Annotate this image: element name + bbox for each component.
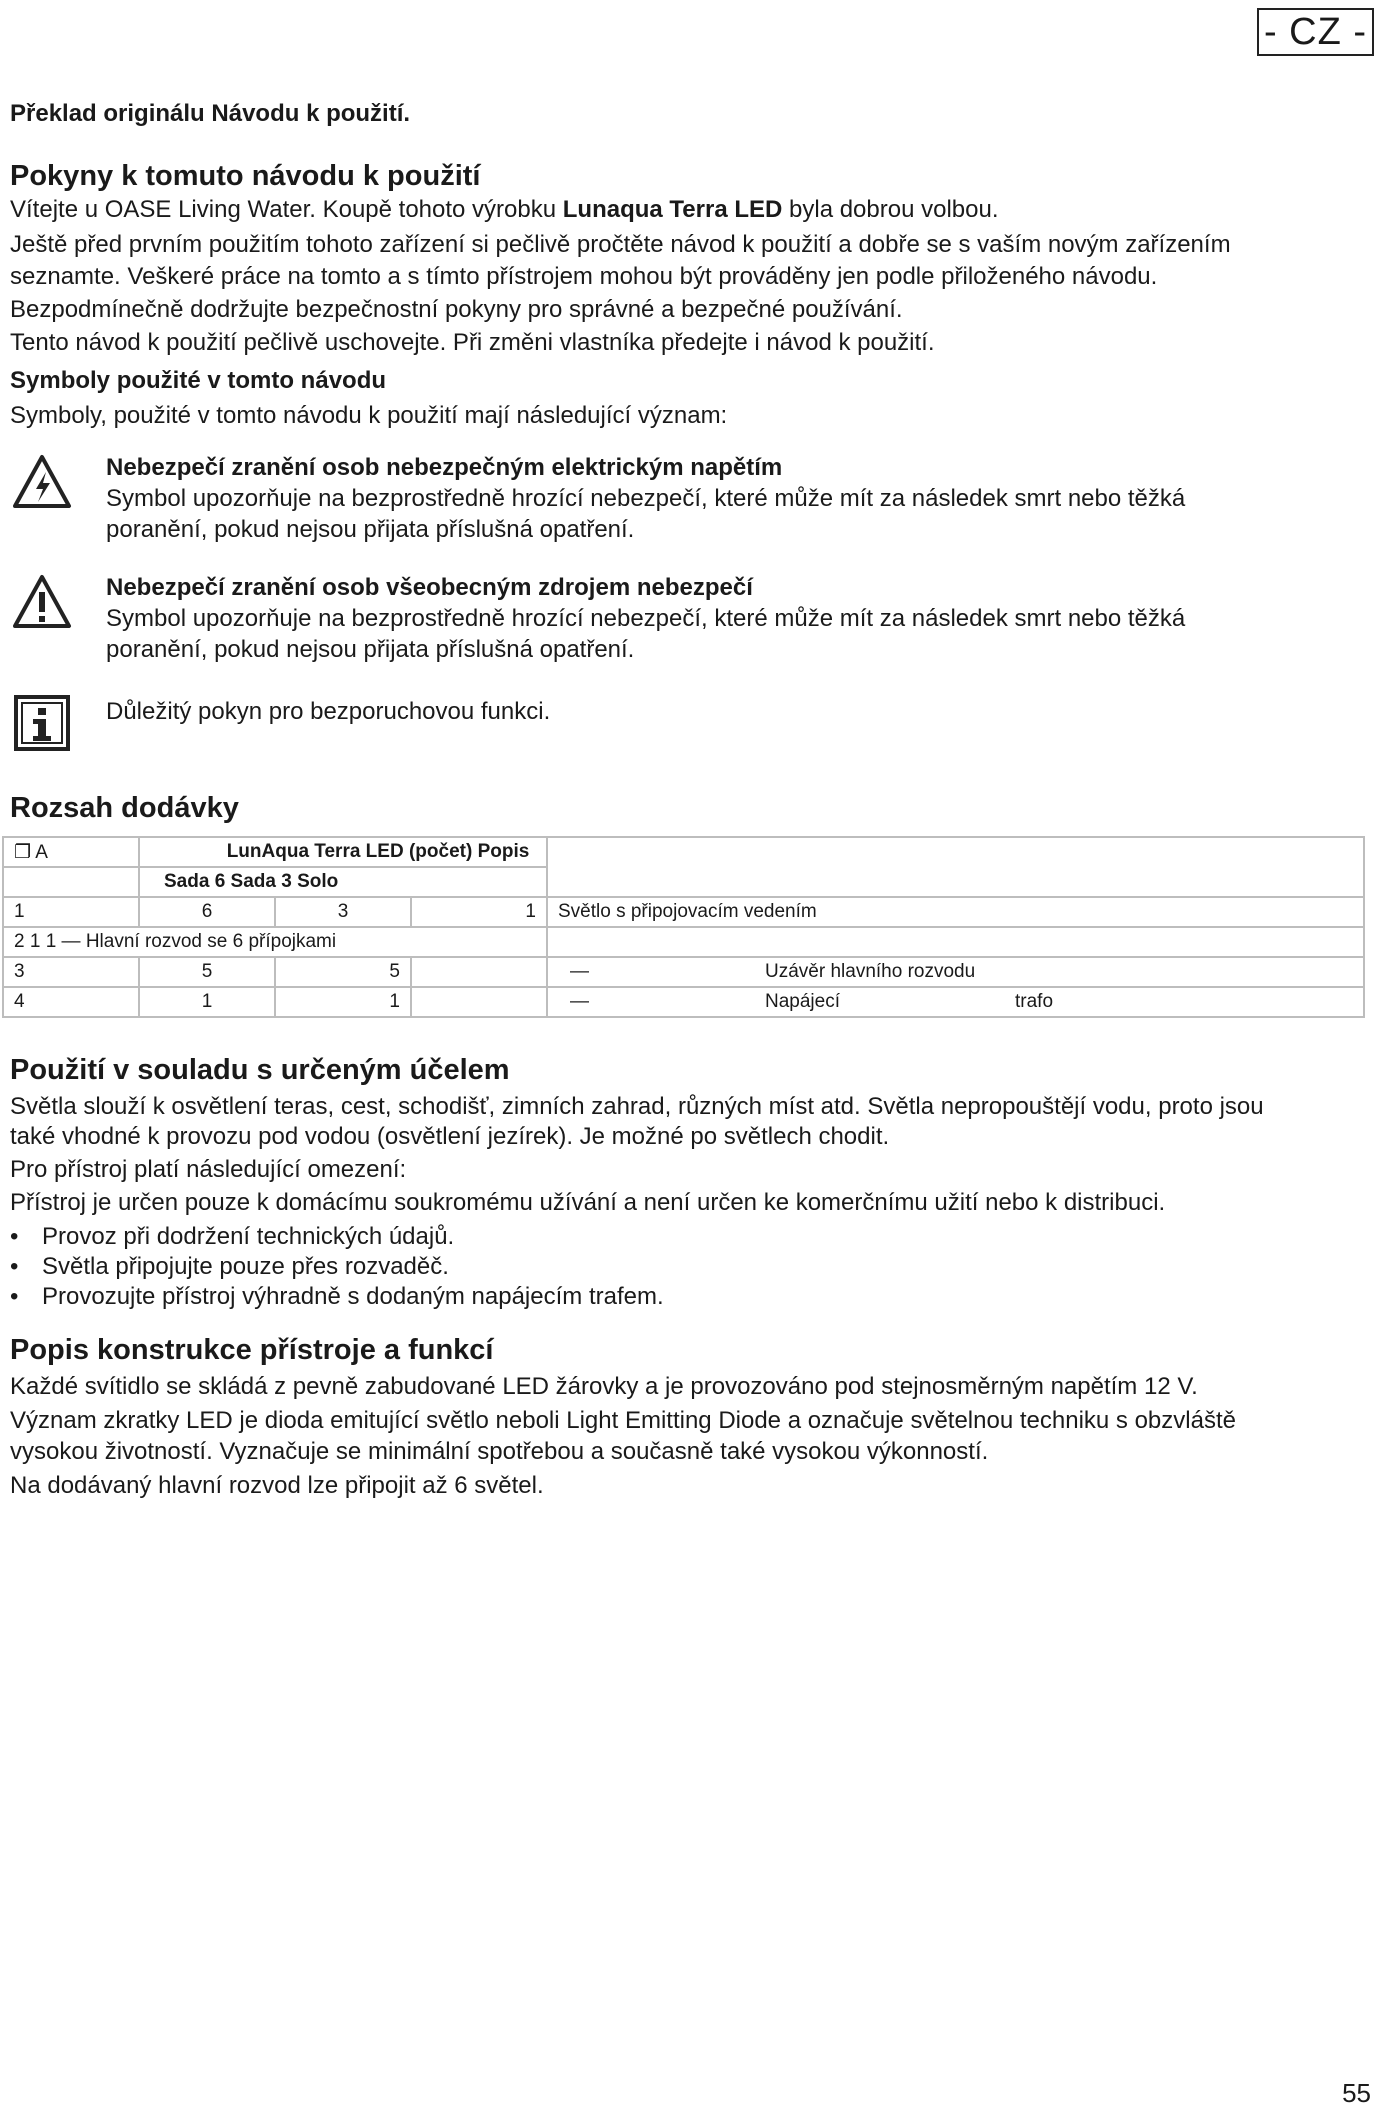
description-line-2: Význam zkratky LED je dioda emitující světlo neboli Light Emitting Diode a označuje světelnou techniku s obzvláště (10, 1407, 1236, 1434)
bullet-dot: • (10, 1223, 19, 1250)
row-description-empty (547, 927, 1364, 957)
symbol-general-text (106, 572, 1346, 665)
list-item (10, 1280, 664, 1313)
row-desc-text: Uzávěr hlavního rozvodu (765, 961, 976, 982)
list-item (10, 1220, 454, 1253)
welcome-text-b: byla dobrou volbou. (782, 196, 999, 223)
row-pos: 1 (3, 897, 139, 927)
table-row (3, 897, 1364, 927)
symbol-electric-title: Nebezpečí zranění osob nebezpečným elektrickým napětím (106, 454, 783, 481)
row-desc-text: Napájecí (765, 991, 840, 1012)
language-tag: - CZ - (1257, 8, 1374, 56)
row-solo: 1 (411, 897, 547, 927)
row-desc-text-2: trafo (1015, 991, 1054, 1012)
symbols-intro: Symboly, použité v tomto návodu k použití mají následující význam: (10, 402, 728, 429)
intended-use-line-1: Světla slouží k osvětlení teras, cest, schodišť, zimních zahrad, různých míst atd. Světla nepropouštějí vodu, proto jsou (10, 1093, 1264, 1120)
row-pos: 4 (3, 987, 139, 1017)
section-title-scope: Rozsah dodávky (10, 792, 239, 824)
instructions-line-5: Tento návod k použití pečlivě uschovejte. Při změni vlastníka předejte i návod k použití. (10, 329, 935, 356)
table-subheader: Sada 6 Sada 3 Solo (139, 867, 547, 897)
bullet-dot: • (10, 1283, 19, 1310)
symbol-electric-line2: poranění, pokud nejsou přijata příslušná opatření. (106, 516, 635, 543)
instructions-line-2: Ještě před prvním použitím tohoto zařízení si pečlivě pročtěte návod k použití a dobře se s vaším novým zařízením (10, 231, 1231, 258)
symbol-electric-text (106, 452, 1346, 545)
section-title-intended-use: Použití v souladu s určeným účelem (10, 1054, 510, 1086)
row-solo (411, 957, 547, 987)
symbol-electric-line1: Symbol upozorňuje na bezprostředně hrozící nebezpečí, které může mít za následek smrt nebo těžká (106, 485, 1186, 512)
instructions-line-3: seznamte. Veškeré práce na tomto a s tímto přístrojem mohou být prováděny jen podle přiloženého návodu. (10, 263, 1158, 290)
row-solo (411, 987, 547, 1017)
description-line-4: Na dodávaný hlavní rozvod lze připojit až 6 světel. (10, 1472, 544, 1499)
symbol-general-line1: Symbol upozorňuje na bezprostředně hrozící nebezpečí, které může mít za následek smrt nebo těžká (106, 605, 1186, 632)
row-sada3: 3 (275, 897, 411, 927)
table-header-col-a: ❐ A (3, 837, 139, 867)
row-description: Světlo s připojovacím vedením (547, 897, 1364, 927)
row-pos: 3 (3, 957, 139, 987)
general-warning-icon (12, 572, 72, 632)
page-number: 55 (1342, 2078, 1371, 2108)
info-icon (12, 693, 72, 753)
bullet-dot: • (10, 1253, 19, 1280)
intended-use-line-3: Pro přístroj platí následující omezení: (10, 1156, 407, 1183)
row-sada3: 5 (275, 957, 411, 987)
welcome-line (10, 193, 999, 226)
table-header-empty (547, 837, 1364, 897)
symbol-general-line2: poranění, pokud nejsou přijata příslušná opatření. (106, 636, 635, 663)
table-row (3, 927, 1364, 957)
table-subheader-empty (3, 867, 139, 897)
description-line-1: Každé svítidlo se skládá z pevně zabudované LED žárovky a je provozováno pod stejnosměrným napětím 12 V. (10, 1373, 1198, 1400)
row-dash: — (570, 961, 589, 982)
row-merged: 2 1 1 — Hlavní rozvod se 6 přípojkami (3, 927, 547, 957)
translation-note: Překlad originálu Návodu k použití. (10, 100, 411, 127)
electric-warning-icon (12, 452, 72, 512)
row-sada6: 1 (139, 987, 275, 1017)
row-sada3: 1 (275, 987, 411, 1017)
welcome-text-a: Vítejte u OASE Living Water. Koupě tohoto výrobku (10, 196, 563, 223)
table-header-row (3, 837, 1364, 867)
row-description (547, 987, 1364, 1017)
symbol-general-title: Nebezpečí zranění osob všeobecným zdrojem nebezpečí (106, 574, 753, 601)
symbol-info-text: Důležitý pokyn pro bezporuchovou funkci. (106, 698, 551, 725)
description-line-3: vysokou životností. Vyznačuje se minimální spotřebou a současně také vysokou výkonností. (10, 1438, 989, 1465)
bullet-text: Provozujte přístroj výhradně s dodaným napájecím trafem. (42, 1283, 664, 1310)
row-sada6: 5 (139, 957, 275, 987)
intended-use-line-4: Přístroj je určen pouze k domácímu soukromému užívání a není určen ke komerčnímu užití nebo k distribuci. (10, 1189, 1166, 1216)
list-item (10, 1250, 449, 1283)
symbols-title: Symboly použité v tomto návodu (10, 367, 387, 394)
row-description (547, 957, 1364, 987)
table-row (3, 987, 1364, 1017)
instructions-line-4: Bezpodmínečně dodržujte bezpečnostní pokyny pro správné a bezpečné používání. (10, 296, 903, 323)
scope-table (2, 836, 1365, 1018)
product-name: Lunaqua Terra LED (562, 196, 783, 223)
row-dash: — (570, 991, 589, 1012)
section-title-description: Popis konstrukce přístroje a funkcí (10, 1334, 494, 1366)
row-sada6: 6 (139, 897, 275, 927)
intended-use-line-2: také vhodné k provozu pod vodou (osvětlení jezírek). Je možné po světlech chodit. (10, 1123, 890, 1150)
table-row (3, 957, 1364, 987)
section-title-instructions: Pokyny k tomuto návodu k použití (10, 160, 481, 192)
table-header-product: LunAqua Terra LED (počet) Popis (139, 837, 547, 867)
bullet-text: Světla připojujte pouze přes rozvaděč. (42, 1253, 449, 1280)
bullet-text: Provoz při dodržení technických údajů. (42, 1223, 455, 1250)
